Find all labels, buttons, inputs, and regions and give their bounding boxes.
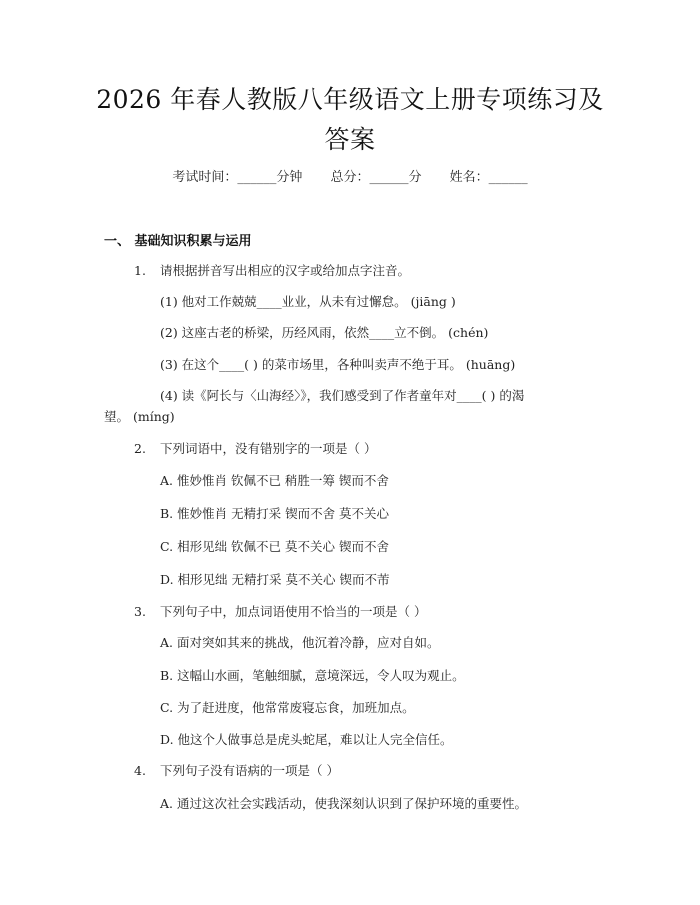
question-stem: 下列句子没有语病的一项是（ ）: [160, 763, 339, 778]
question-number: 1.: [134, 263, 146, 278]
q1-item-4-continued: 望。 (míng): [104, 409, 175, 424]
question-stem: 下列词语中，没有错别字的一项是（ ）: [160, 441, 377, 456]
total-score: 总分：______分: [330, 170, 422, 185]
question-4: [134, 762, 339, 780]
question-1: [134, 262, 410, 280]
exam-time: 考试时间：______分钟: [172, 170, 303, 185]
q1-item-4: (4) 读《阿长与〈山海经〉》，我们感受到了作者童年对____( ) 的渴: [160, 388, 525, 403]
q2-option-b: B. 惟妙惟肖 无精打采 锲而不舍 莫不关心: [160, 506, 390, 521]
q4-option-a: A. 通过这次社会实践活动，使我深刻认识到了保护环境的重要性。: [160, 796, 527, 811]
title-line-1: 2026 年春人教版八年级语文上册专项练习及: [96, 85, 604, 114]
section-heading: 一、 基础知识积累与运用: [104, 234, 252, 249]
q3-option-a: A. 面对突如其来的挑战，他沉着冷静，应对自如。: [160, 635, 440, 650]
exam-meta: [0, 166, 700, 185]
q1-item-1: (1) 他对工作兢兢____业业，从未有过懈怠。 (jiāng ): [160, 294, 456, 309]
q2-option-a: A. 惟妙惟肖 钦佩不已 稍胜一筹 锲而不舍: [160, 473, 389, 488]
question-stem: 请根据拼音写出相应的汉字或给加点字注音。: [160, 263, 411, 278]
question-3: [134, 603, 426, 621]
question-number: 4.: [134, 763, 146, 778]
q1-item-3: (3) 在这个____( ) 的菜市场里，各种叫卖声不绝于耳。 (huāng): [160, 357, 516, 372]
q3-option-c: C. 为了赶进度，他常常废寝忘食，加班加点。: [160, 700, 415, 715]
question-stem: 下列句子中，加点词语使用不恰当的一项是（ ）: [160, 604, 427, 619]
q3-option-d: D. 他这个人做事总是虎头蛇尾，难以让人完全信任。: [160, 732, 453, 747]
q2-option-c: C. 相形见绌 钦佩不已 莫不关心 锲而不舍: [160, 539, 389, 554]
question-number: 2.: [134, 441, 146, 456]
q1-item-2: (2) 这座古老的桥梁，历经风雨，依然____立不倒。 (chén): [160, 325, 489, 340]
title-line-2: 答案: [324, 125, 376, 154]
question-number: 3.: [134, 604, 146, 619]
q3-option-b: B. 这幅山水画，笔触细腻，意境深远，令人叹为观止。: [160, 668, 465, 683]
student-name: 姓名：______: [449, 170, 528, 185]
page-title: [90, 80, 610, 160]
q2-option-d: D. 相形见绌 无精打采 莫不关心 锲而不芾: [160, 572, 390, 587]
question-2: [134, 440, 376, 458]
